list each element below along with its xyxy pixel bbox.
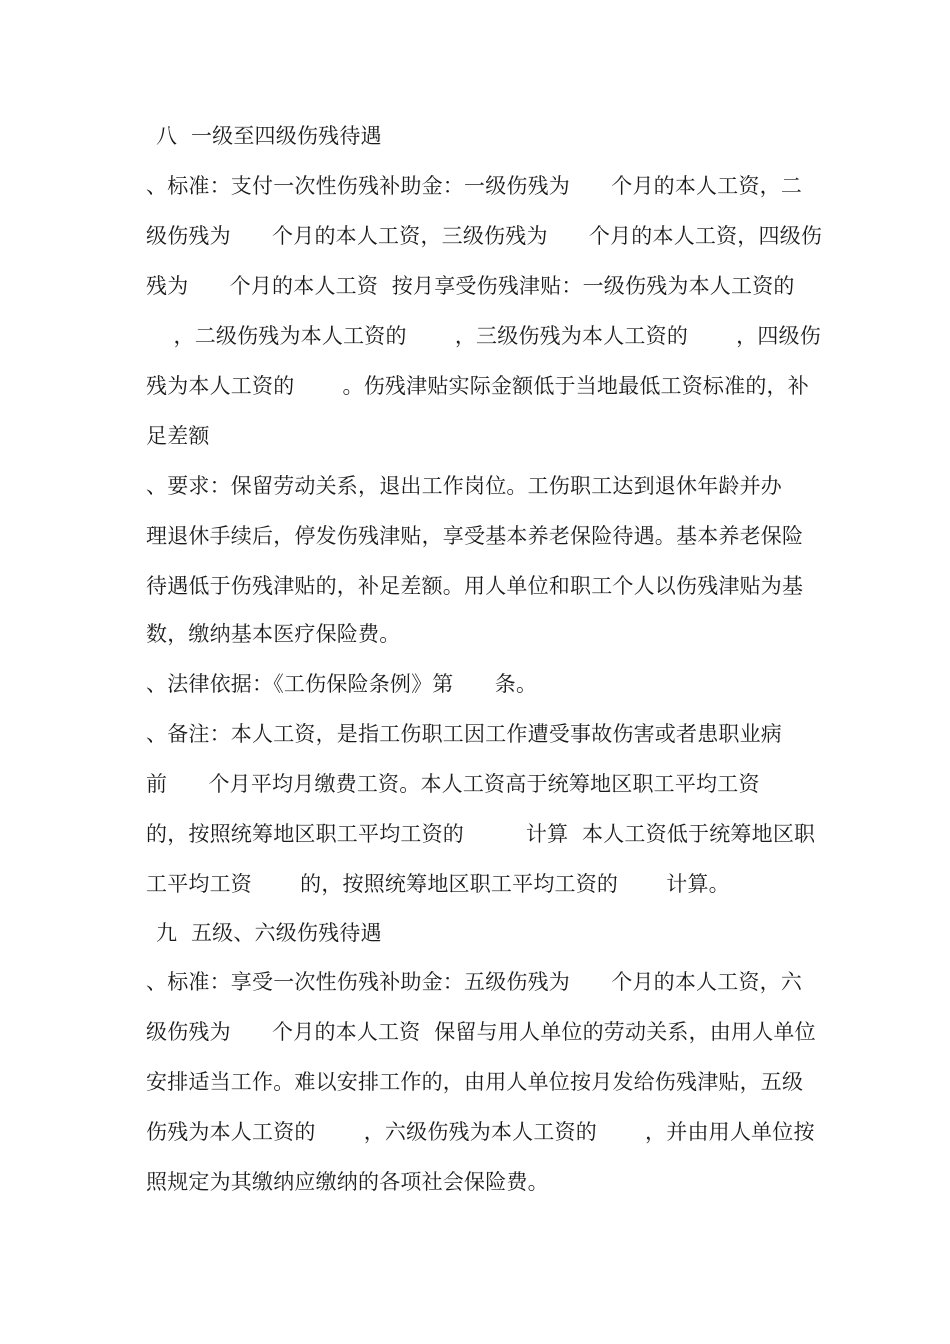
paragraph-line: 伤残为本人工资的 ，六级伤残为本人工资的 ，并由用人单位按 [146,1120,815,1144]
paragraph-line: 残为本人工资的 。伤残津贴实际金额低于当地最低工资标准的，补 [146,374,809,398]
paragraph-line: 、法律依据：《工伤保险条例》第 条。 [146,672,538,696]
paragraph-line: 级伤残为 个月的本人工资，三级伤残为 个月的本人工资，四级伤 [146,224,823,248]
paragraph-line: 前 个月平均月缴费工资。本人工资高于统筹地区职工平均工资 [146,772,760,796]
section-heading-8: 八 一级至四级伤残待遇 [156,124,382,148]
paragraph-line: 工平均工资 的，按照统筹地区职工平均工资的 计算。 [146,872,730,896]
paragraph-line: ，二级伤残为本人工资的 ，三级伤残为本人工资的 ，四级伤 [146,324,821,348]
section-heading-9: 九 五级、六级伤残待遇 [156,921,382,945]
paragraph-line: 残为 个月的本人工资 按月享受伤残津贴：一级伤残为本人工资的 [146,274,795,298]
paragraph-line: 的，按照统筹地区职工平均工资的 计算 本人工资低于统筹地区职 [146,822,816,846]
paragraph-line: 照规定为其缴纳应缴纳的各项社会保险费。 [146,1170,549,1194]
paragraph-line: 、标准：享受一次性伤残补助金：五级伤残为 个月的本人工资，六 [146,970,803,994]
paragraph-line: 数，缴纳基本医疗保险费。 [146,622,401,646]
paragraph-line: 安排适当工作。难以安排工作的，由用人单位按月发给伤残津贴，五级 [146,1070,804,1094]
paragraph-line: 、备注：本人工资，是指工伤职工因工作遭受事故伤害或者患职业病 [146,722,782,746]
paragraph-line: 级伤残为 个月的本人工资 保留与用人单位的劳动关系，由用人单位 [146,1020,816,1044]
paragraph-line: 、要求：保留劳动关系，退出工作岗位。工伤职工达到退休年龄并办 [146,474,782,498]
paragraph-line: 理退休手续后，停发伤残津贴，享受基本养老保险待遇。基本养老保险 [146,524,804,548]
paragraph-line: 待遇低于伤残津贴的，补足差额。用人单位和职工个人以伤残津贴为基 [146,574,804,598]
paragraph-line: 足差额 [146,424,210,448]
paragraph-line: 、标准：支付一次性伤残补助金：一级伤残为 个月的本人工资，二 [146,174,803,198]
